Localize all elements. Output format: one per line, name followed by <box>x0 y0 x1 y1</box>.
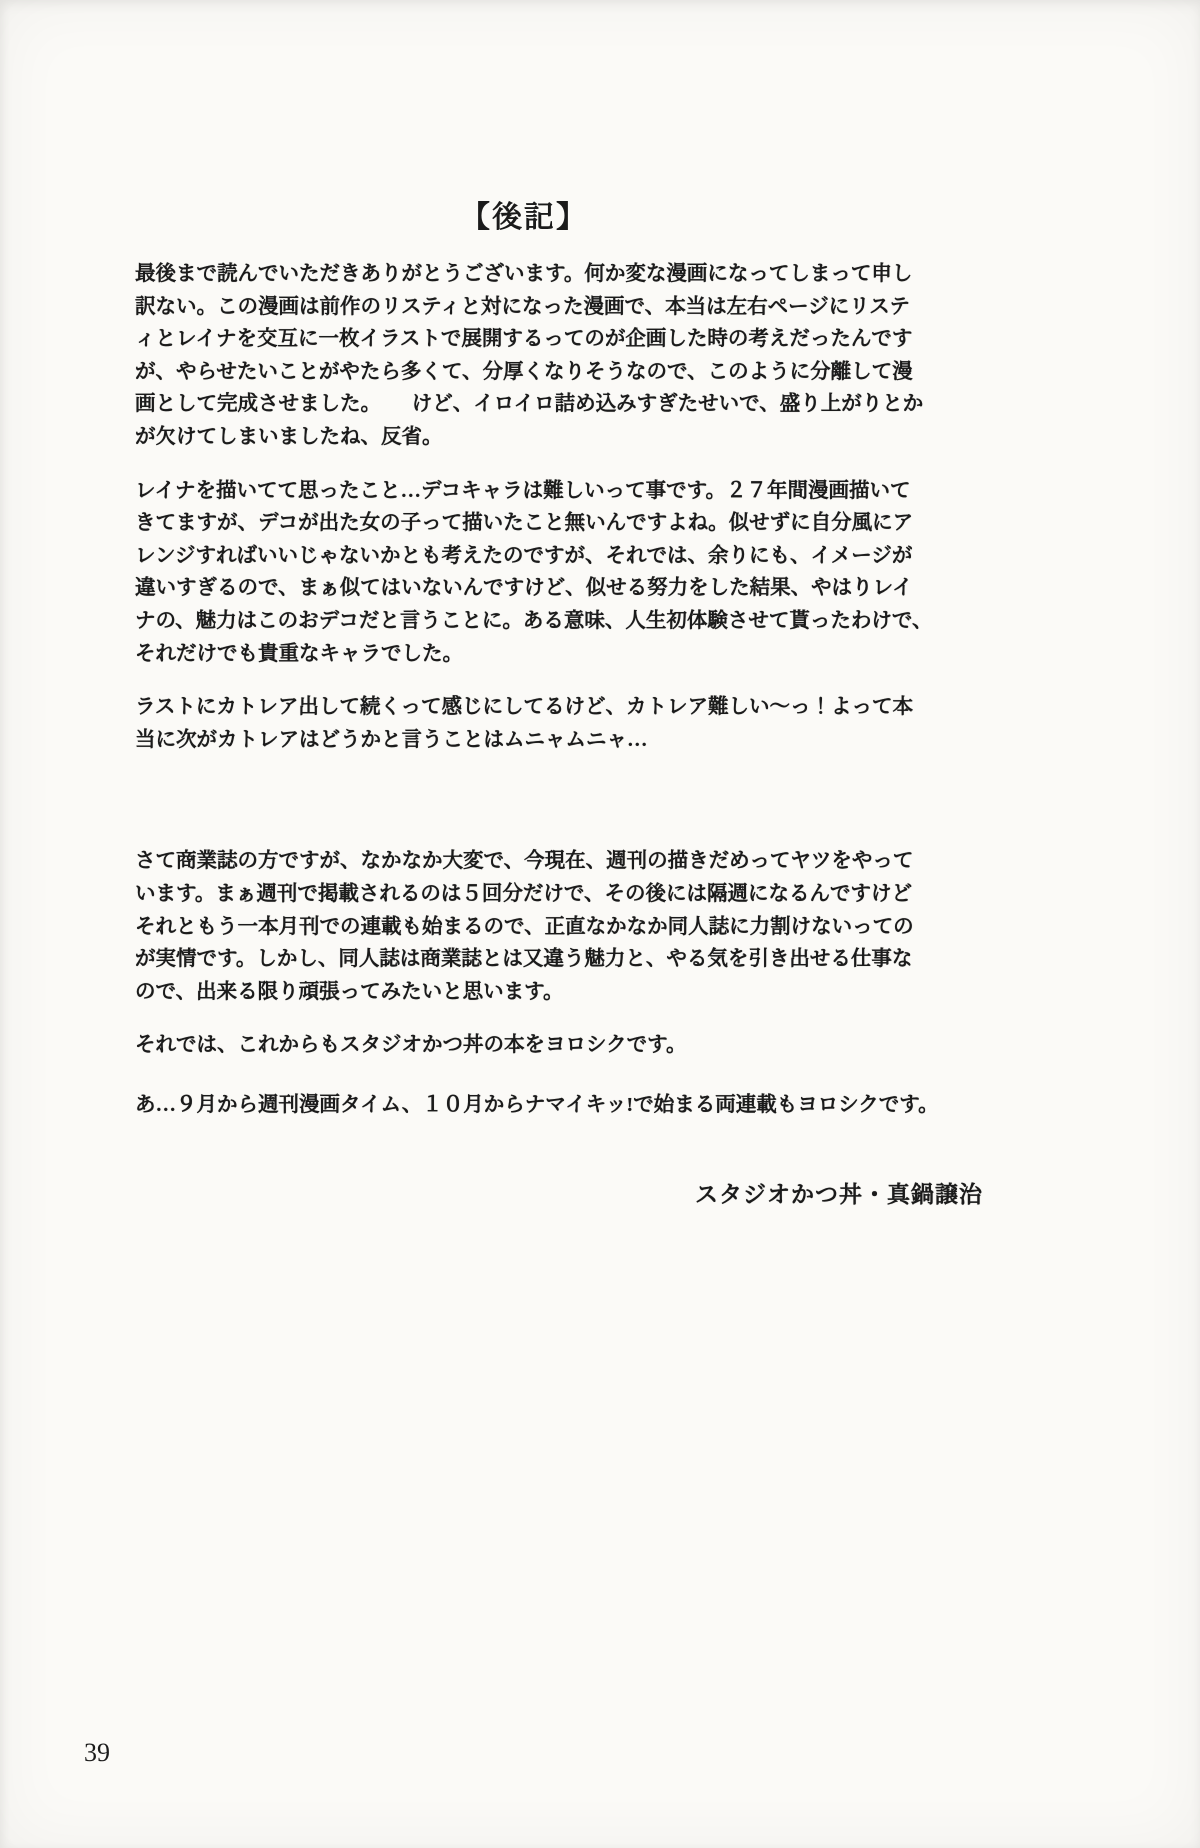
text-line: 当に次がカトレアはどうかと言うことはムニャムニャ… <box>135 728 648 751</box>
text-line: ィとレイナを交互に一枚イラストで展開するってのが企画した時の考えだったんです <box>135 328 913 351</box>
paragraph <box>135 845 925 1008</box>
afterword-paragraphs <box>135 258 939 1121</box>
text-line: 違いすぎるので、まぁ似てはいないんですけど、似せる努力をした結果、やはりレイ <box>135 577 913 600</box>
text-line: 最後まで読んでいただきありがとうございます。何か変な漫画になってしまって申し <box>135 263 913 285</box>
text-line: ので、出来る限り頑張ってみたいと思います。 <box>135 980 564 1003</box>
text-line: レンジすればいいじゃないかとも考えたのですが、それでは、余りにも、イメージが <box>135 544 913 567</box>
text-line: います。まぁ週刊で掲載されるのは５回分だけで、その後には隔週になるんですけど <box>135 882 912 905</box>
text-line: さて商業誌の方ですが、なかなか大変で、今現在、週刊の描きだめってヤツをやって <box>135 850 914 873</box>
page-title: 【後記】 <box>460 201 588 234</box>
text-line: それだけでも貴重なキャラでした。 <box>135 642 463 665</box>
text-line: あ…９月から週刊漫画タイム、１０月からナマイキッ!で始まる両連載もヨロシクです。 <box>135 1093 939 1116</box>
page-number: 39 <box>84 1738 110 1767</box>
paragraph <box>135 1029 925 1062</box>
text-line: それともう一本月刊での連載も始まるので、正直なかなか同人誌に力割けないっての <box>135 915 914 938</box>
author-signature: スタジオかつ丼・真鍋譲治 <box>695 1182 983 1207</box>
paragraph <box>135 475 933 671</box>
text-line: きてますが、デコが出た女の子って描いたこと無いんですよね。似せずに自分風にア <box>135 512 914 535</box>
paragraph <box>135 1089 939 1122</box>
text-line: が、やらせたいことがやたら多くて、分厚くなりそうなので、このように分離して漫 <box>135 360 913 383</box>
text-line: ラストにカトレア出して続くって感じにしてるけど、カトレア難しい～っ！よって本 <box>135 696 913 719</box>
text-line: それでは、これからもスタジオかつ丼の本をヨロシクです。 <box>135 1034 687 1057</box>
text-line: が実情です。しかし、同人誌は商業誌とは又違う魅力と、やる気を引き出せる仕事な <box>135 948 913 971</box>
text-line: 画として完成させました。 けど、イロイロ詰め込みすぎたせいで、盛り上がりとか <box>135 393 924 416</box>
text-line: ナの、魅力はこのおデコだと言うことに。ある意味、人生初体験させて貰ったわけで、 <box>135 609 933 632</box>
text-line: レイナを描いてて思ったこと…デコキャラは難しいって事です。２７年間漫画描いて <box>135 479 911 502</box>
paragraph <box>135 258 925 454</box>
paragraph <box>135 691 925 756</box>
text-line: が欠けてしまいましたね、反省。 <box>135 425 443 448</box>
text-line: 訳ない。この漫画は前作のリスティと対になった漫画で、本当は左右ページにリステ <box>135 295 910 318</box>
